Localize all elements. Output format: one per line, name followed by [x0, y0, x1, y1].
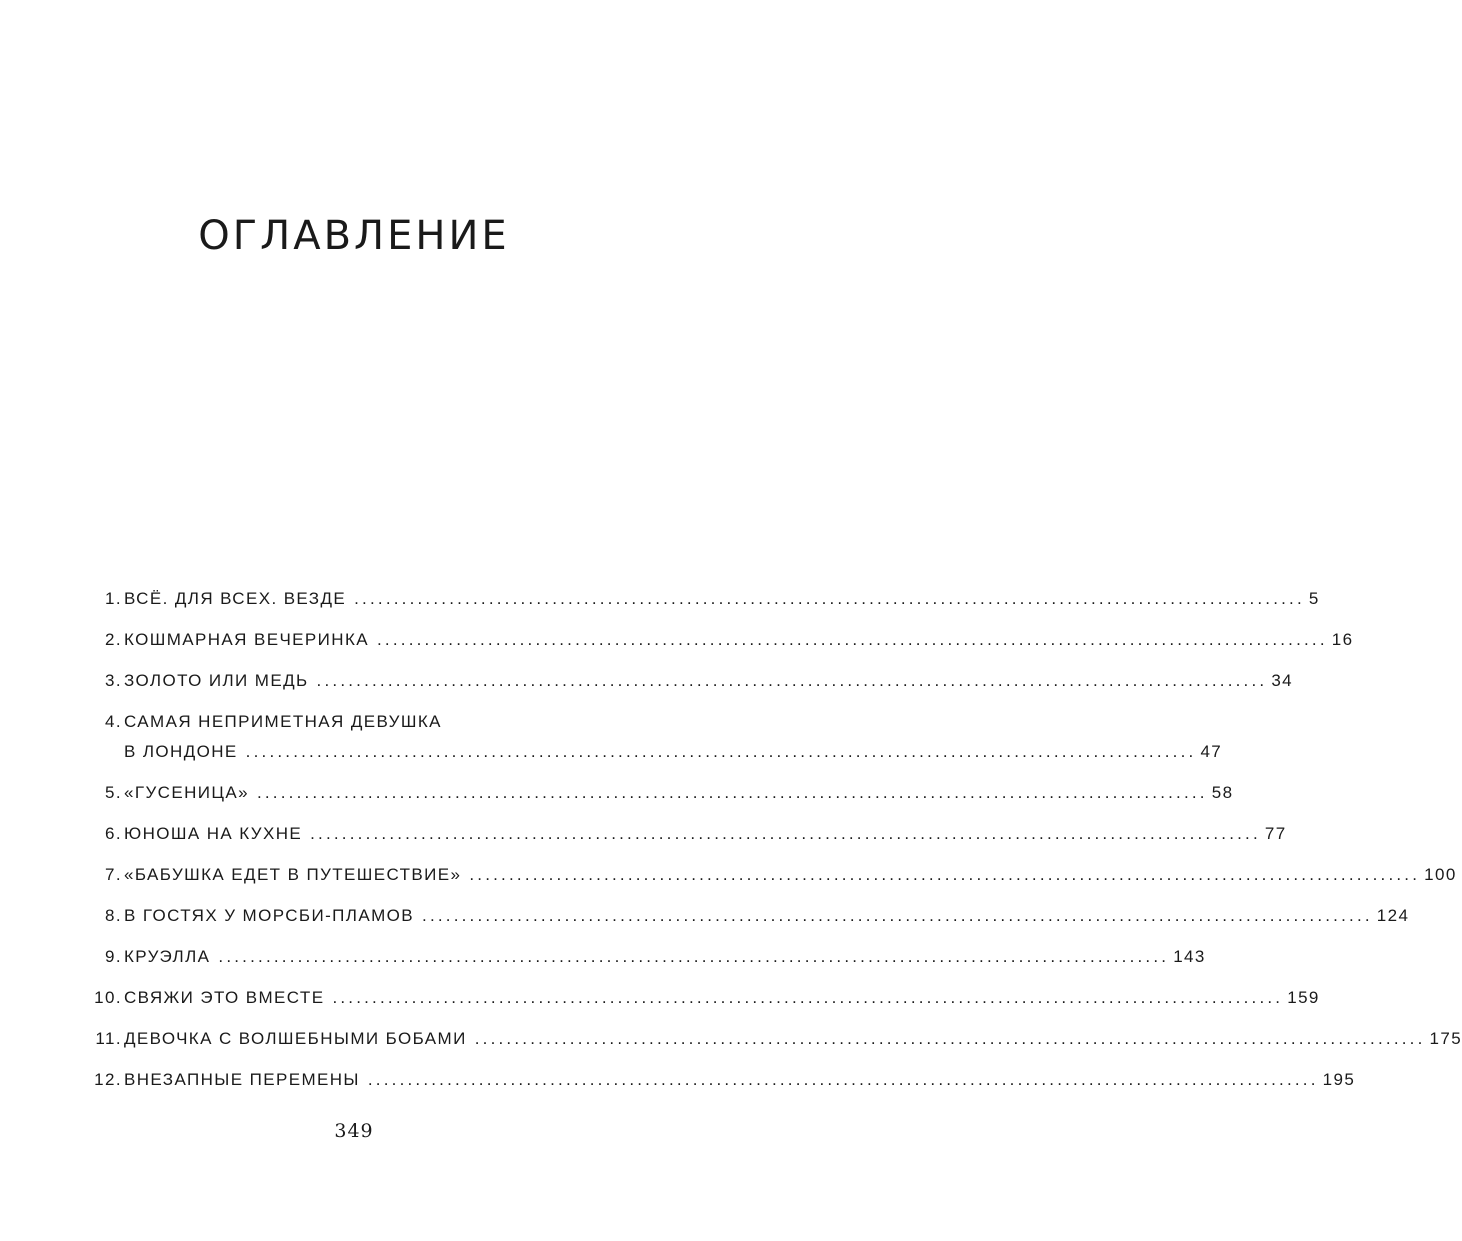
toc-page: 58: [1211, 783, 1234, 802]
toc-title: САМАЯ НЕПРИМЕТНАЯ ДЕВУШКА: [124, 712, 442, 731]
toc-page: 16: [1331, 630, 1354, 649]
toc-title: КРУЭЛЛА: [124, 947, 211, 966]
dot-leader: ........................................................................................................................: [256, 783, 1208, 802]
toc-number: 6.: [105, 824, 122, 843]
dot-leader: ........................................................................................................................: [245, 742, 1197, 761]
toc-entry-3: [88, 666, 1294, 696]
toc-number: 1.: [105, 589, 122, 608]
toc-entry-8: [88, 901, 1410, 931]
toc-title: В ГОСТЯХ У МОРСБИ-ПЛАМОВ: [124, 906, 415, 925]
toc-number: 2.: [105, 630, 122, 649]
page-title: ОГЛАВЛЕНИЕ: [198, 213, 510, 259]
page-number: 349: [334, 1120, 374, 1142]
toc-page: 159: [1287, 988, 1320, 1007]
toc-page: 124: [1376, 906, 1410, 925]
toc-title: ВСЁ. ДЛЯ ВСЕХ. ВЕЗДЕ: [124, 589, 347, 608]
dot-leader: ........................................................................................................................: [218, 947, 1170, 966]
toc-number: 4.: [105, 712, 122, 731]
toc-number: 3.: [105, 671, 122, 690]
toc-number: 10.: [94, 988, 122, 1007]
dot-leader: ........................................................................................................................: [354, 589, 1305, 608]
table-of-contents: [88, 584, 1462, 1106]
toc-title: «БАБУШКА ЕДЕТ В ПУТЕШЕСТВИЕ»: [124, 865, 462, 884]
dot-leader: ........................................................................................................................: [422, 906, 1373, 925]
toc-title: ВНЕЗАПНЫЕ ПЕРЕМЕНЫ: [124, 1070, 360, 1089]
toc-page: 77: [1264, 824, 1287, 843]
toc-title: ДЕВОЧКА С ВОЛШЕБНЫМИ БОБАМИ: [124, 1029, 467, 1048]
toc-entry-12: [88, 1065, 1356, 1095]
toc-title: КОШМАРНАЯ ВЕЧЕРИНКА: [124, 630, 369, 649]
toc-entry-4: [88, 707, 1223, 767]
toc-number: 9.: [105, 947, 122, 966]
toc-entry-9: [88, 942, 1206, 972]
toc-page: 5: [1308, 589, 1320, 608]
toc-number: 5.: [105, 783, 122, 802]
toc-number: 11.: [95, 1029, 122, 1048]
toc-number: 7.: [105, 865, 122, 884]
toc-entry-1: [88, 584, 1320, 614]
toc-number: 8.: [105, 906, 122, 925]
toc-page: 100: [1424, 865, 1457, 884]
dot-leader: ........................................................................................................................: [310, 824, 1261, 843]
toc-title-continued: В ЛОНДОНЕ: [124, 742, 238, 761]
dot-leader: ........................................................................................................................: [367, 1070, 1319, 1089]
toc-entry-2: [88, 625, 1354, 655]
toc-entry-11: [88, 1024, 1462, 1054]
toc-page: 34: [1271, 671, 1294, 690]
dot-leader: ........................................................................................................................: [377, 630, 1328, 649]
toc-page: 195: [1322, 1070, 1356, 1089]
toc-number: 12.: [94, 1070, 122, 1089]
toc-page: 47: [1200, 742, 1223, 761]
toc-title: ЮНОША НА КУХНЕ: [124, 824, 303, 843]
dot-leader: ........................................................................................................................: [332, 988, 1284, 1007]
dot-leader: ........................................................................................................................: [316, 671, 1268, 690]
toc-entry-7: [88, 860, 1457, 890]
toc-page: 143: [1173, 947, 1206, 966]
toc-title: «ГУСЕНИЦА»: [124, 783, 249, 802]
toc-entry-5: [88, 778, 1234, 808]
dot-leader: ........................................................................................................................: [474, 1029, 1426, 1048]
toc-entry-10: [88, 983, 1320, 1013]
toc-title: ЗОЛОТО ИЛИ МЕДЬ: [124, 671, 309, 690]
toc-page: 175: [1429, 1029, 1462, 1048]
toc-entry-6: [88, 819, 1287, 849]
dot-leader: ........................................................................................................................: [469, 865, 1421, 884]
toc-title: СВЯЖИ ЭТО ВМЕСТЕ: [124, 988, 325, 1007]
